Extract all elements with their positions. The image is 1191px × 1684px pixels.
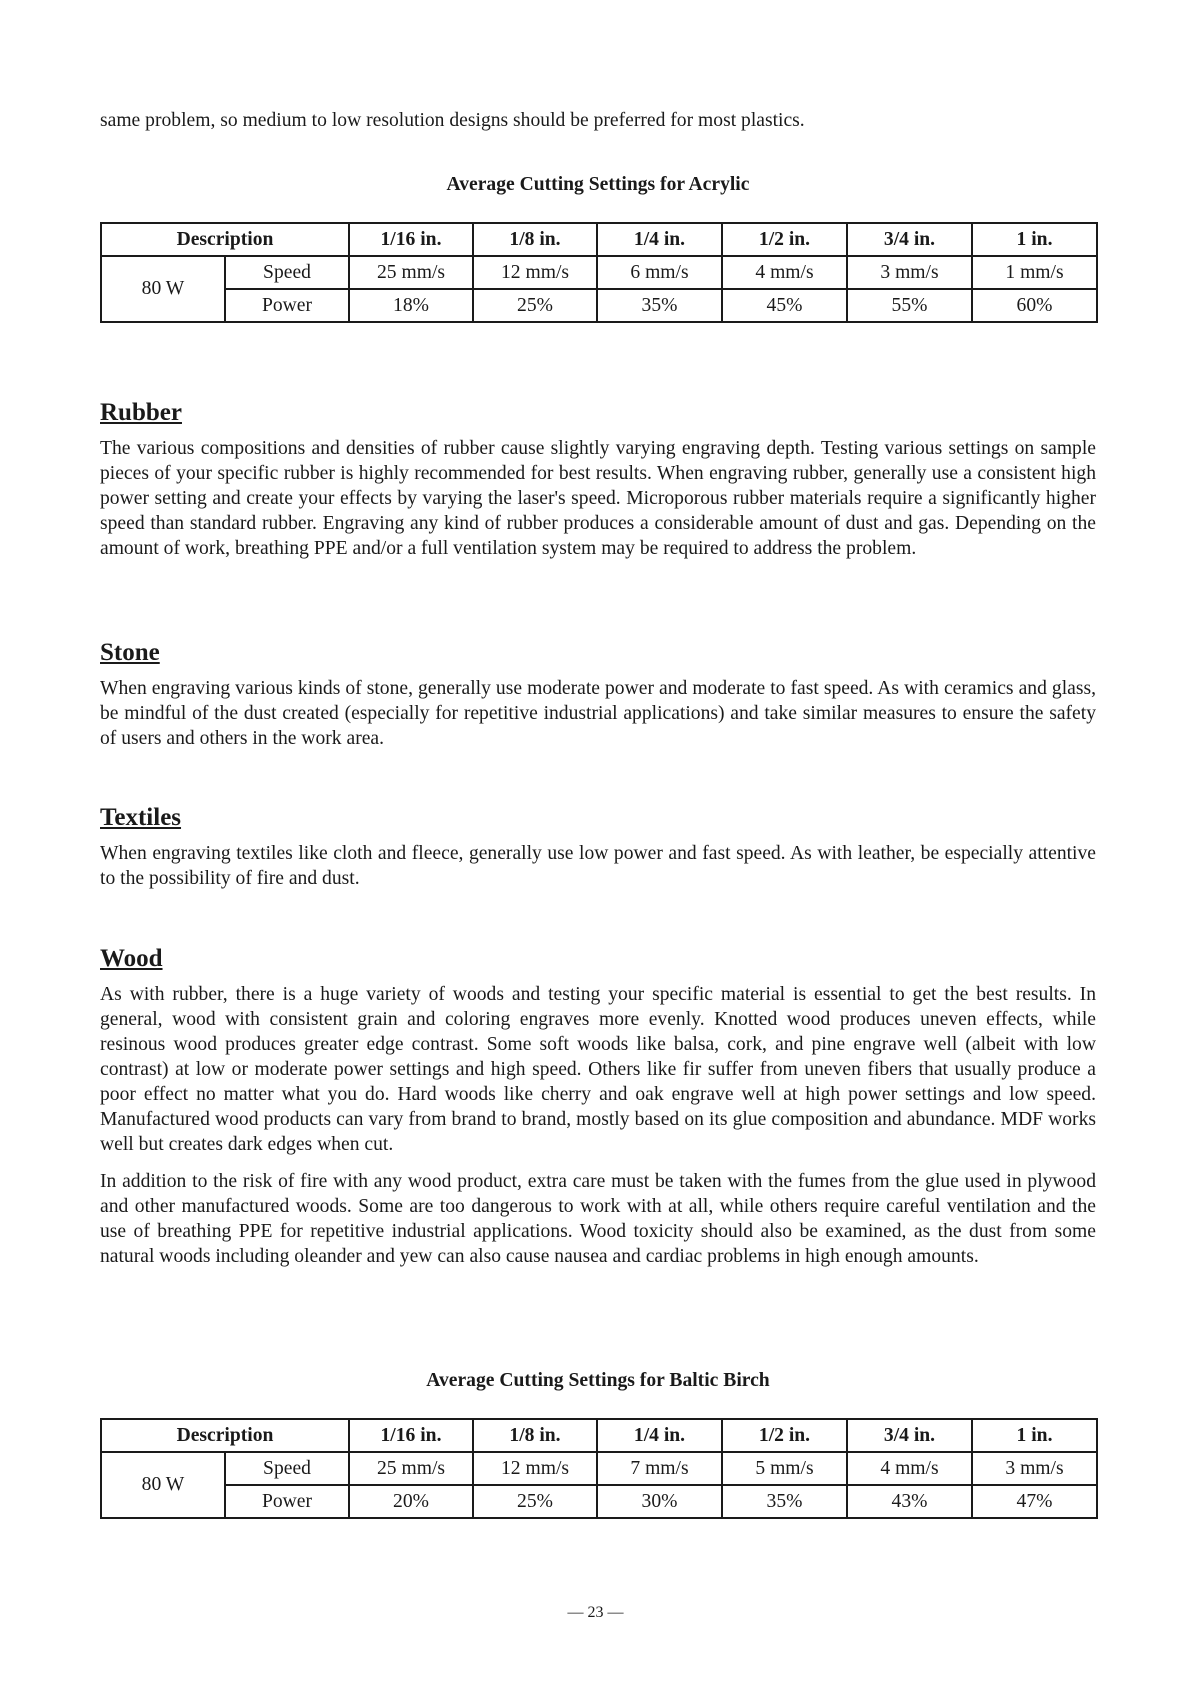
table-cell: 3 mm/s — [972, 1452, 1097, 1485]
section-stone — [100, 638, 1096, 751]
section-heading: Wood — [100, 945, 163, 972]
header-description: Description — [101, 223, 349, 256]
header-cell: 1 in. — [972, 1419, 1097, 1452]
table-header-row — [101, 223, 1097, 256]
acrylic-settings-table — [100, 222, 1098, 323]
section-paragraph: When engraving textiles like cloth and fleece, generally use low power and fast speed. As with leather, be especially attentive to the possibility of fire and dust. — [100, 843, 1096, 889]
table-header-row — [101, 1419, 1097, 1452]
section-textiles — [100, 803, 1096, 891]
power-rating-cell: 80 W — [101, 256, 225, 322]
header-cell: 1/8 in. — [473, 223, 597, 256]
table-cell: 20% — [349, 1485, 473, 1518]
row-label: Speed — [225, 1452, 349, 1485]
table-cell: 1 mm/s — [972, 256, 1097, 289]
intro-paragraph: same problem, so medium to low resolution designs should be preferred for most plastics. — [100, 110, 805, 131]
table-row — [101, 289, 1097, 322]
table-cell: 25% — [473, 1485, 597, 1518]
table-cell: 47% — [972, 1485, 1097, 1518]
birch-table-caption: Average Cutting Settings for Baltic Birch — [426, 1370, 770, 1391]
header-cell: 3/4 in. — [847, 1419, 972, 1452]
section-paragraph: The various compositions and densities of rubber cause slightly varying engraving depth. Testing various settings on sample pieces of your specific rubber is highly recommended for best results. When engraving rubber, generally use a consistent high power setting and create your effects by varying the laser's speed. Microporous rubber materials require a significantly higher speed than standard rubber. Engraving any kind of rubber produces a considerable amount of dust and gas. Depending on the amount of work, breathing PPE and/or a full ventilation system may be required to address the problem. — [100, 438, 1096, 559]
table-cell: 60% — [972, 289, 1097, 322]
row-label: Power — [225, 1485, 349, 1518]
table-cell: 43% — [847, 1485, 972, 1518]
section-wood — [100, 944, 1096, 1269]
header-description: Description — [101, 1419, 349, 1452]
section-paragraph: In addition to the risk of fire with any wood product, extra care must be taken with the fumes from the glue used in plywood and other manufactured woods. Some are too dangerous to work with at all, while others require careful ventilation and the use of breathing PPE for repetitive industrial applications. Wood toxicity should also be examined, as the dust from some natural woods including oleander and yew can also cause nausea and cardiac problems in high enough amounts. — [100, 1171, 1096, 1267]
table-cell: 4 mm/s — [847, 1452, 972, 1485]
table-cell: 25 mm/s — [349, 256, 473, 289]
table-cell: 25% — [473, 289, 597, 322]
table-row — [101, 256, 1097, 289]
section-heading: Rubber — [100, 399, 182, 426]
header-cell: 1/16 in. — [349, 223, 473, 256]
table-cell: 25 mm/s — [349, 1452, 473, 1485]
section-paragraph: When engraving various kinds of stone, generally use moderate power and moderate to fast speed. As with ceramics and glass, be mindful of the dust created (especially for repetitive industrial applications) and take similar measures to ensure the safety of users and others in the work area. — [100, 678, 1096, 749]
header-cell: 1/4 in. — [597, 1419, 722, 1452]
section-paragraph: As with rubber, there is a huge variety of woods and testing your specific material is essential to get the best results. In general, wood with consistent grain and coloring engraves more evenly. Knotted wood produces uneven effects, while resinous wood produces greater edge contrast. Some soft woods like balsa, cork, and pine engrave well (albeit with low contrast) at low or moderate power settings and high speed. Others like fir suffer from uneven fibers that usually produce a poor effect no matter what you do. Hard woods like cherry and oak engrave well at high power settings and low speed. Manufactured wood products can vary from brand to brand, mostly based on its glue composition and abundance. MDF works well but creates dark edges when cut. — [100, 984, 1096, 1155]
table-cell: 6 mm/s — [597, 256, 722, 289]
table-cell: 12 mm/s — [473, 256, 597, 289]
header-cell: 1/16 in. — [349, 1419, 473, 1452]
acrylic-table-caption: Average Cutting Settings for Acrylic — [446, 174, 750, 195]
table-cell: 18% — [349, 289, 473, 322]
section-rubber — [100, 398, 1096, 561]
header-cell: 1/2 in. — [722, 223, 847, 256]
row-label: Power — [225, 289, 349, 322]
page-number: — 23 — — [567, 1604, 624, 1621]
header-cell: 1 in. — [972, 223, 1097, 256]
table-cell: 30% — [597, 1485, 722, 1518]
table-cell: 55% — [847, 289, 972, 322]
table-cell: 35% — [597, 289, 722, 322]
birch-settings-table — [100, 1418, 1098, 1519]
table-cell: 45% — [722, 289, 847, 322]
table-row — [101, 1452, 1097, 1485]
header-cell: 1/4 in. — [597, 223, 722, 256]
header-cell: 1/2 in. — [722, 1419, 847, 1452]
power-rating-cell: 80 W — [101, 1452, 225, 1518]
header-cell: 3/4 in. — [847, 223, 972, 256]
row-label: Speed — [225, 256, 349, 289]
section-heading: Textiles — [100, 804, 182, 831]
table-cell: 7 mm/s — [597, 1452, 722, 1485]
table-row — [101, 1485, 1097, 1518]
table-cell: 12 mm/s — [473, 1452, 597, 1485]
table-cell: 5 mm/s — [722, 1452, 847, 1485]
table-cell: 35% — [722, 1485, 847, 1518]
header-cell: 1/8 in. — [473, 1419, 597, 1452]
table-cell: 4 mm/s — [722, 256, 847, 289]
section-heading: Stone — [100, 639, 160, 666]
table-cell: 3 mm/s — [847, 256, 972, 289]
